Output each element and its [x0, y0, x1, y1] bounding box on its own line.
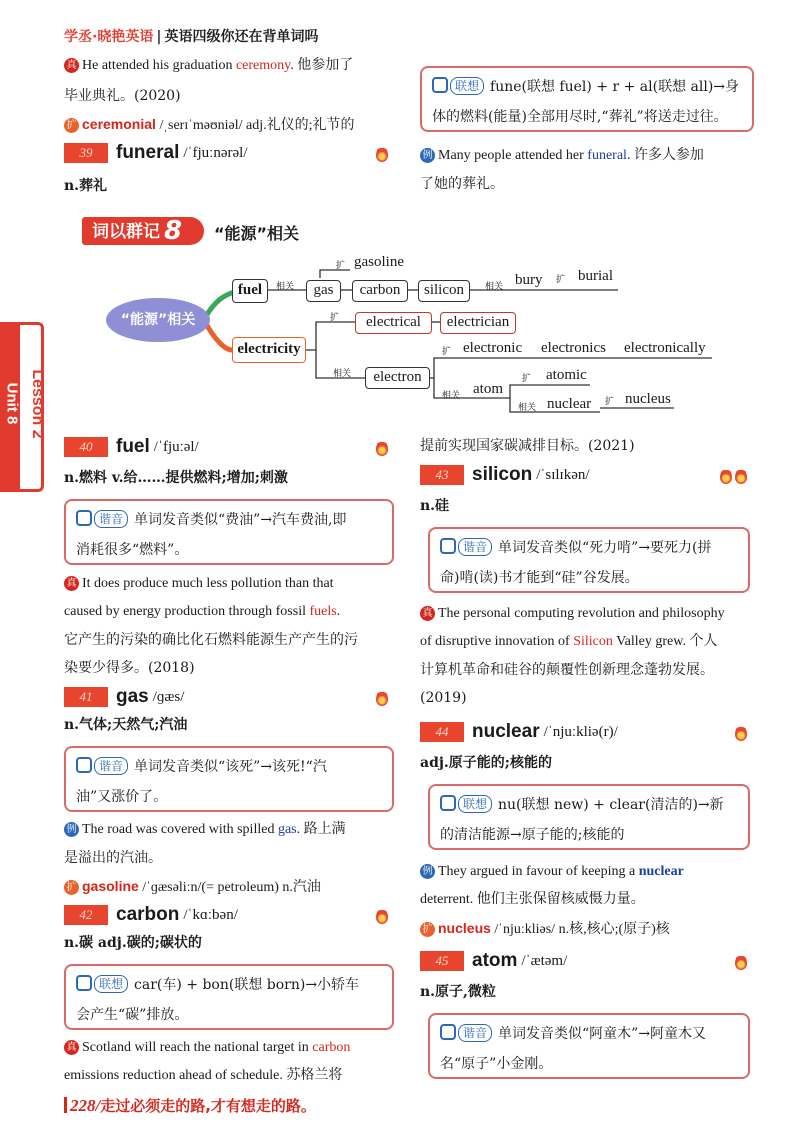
entry-silicon-title [420, 464, 590, 486]
node-burial: burial [578, 268, 613, 284]
funeral-example-cont: 了她的葬礼。 [420, 176, 504, 192]
entry-phonetic: /ˈsɪlɪkən/ [536, 466, 590, 483]
entry-carbon-pos: n.碳 adj.碳的;碳状的 [64, 935, 202, 951]
entry-word: atom [472, 950, 518, 971]
brand-name: 学丞·晓艳英语 [64, 29, 154, 45]
page-number: 228/ [70, 1096, 101, 1115]
node-electrician: electrician [440, 312, 516, 334]
frequency-flame-icon [720, 468, 732, 484]
example-marker: 例 [420, 864, 435, 879]
ext-label: 扩 [556, 275, 566, 285]
rel-label: 相关 [333, 369, 352, 379]
funeral-example: 例 Many people attended her funeral. 许多人参加 [420, 142, 704, 170]
frequency-flame-icon [735, 725, 747, 741]
entry-word: nuclear [472, 721, 540, 742]
header-title: 英语四级你还在背单词吗 [164, 29, 319, 45]
entry-phonetic: /ˈnjuːkliə(r)/ [543, 723, 618, 740]
frequency-flame-icon [376, 440, 388, 456]
entry-word: silicon [472, 464, 533, 485]
example-marker: 真 [420, 606, 435, 621]
gas-extension: 扩 gasoline /ˈɡæsəliːn/(= petroleum) n.汽油 [64, 872, 321, 902]
fuel-example-2: caused by energy production through fossil fuels. [64, 604, 341, 619]
node-atom: atom [473, 381, 503, 397]
rel-label: 相关 [442, 391, 461, 401]
node-fuel: fuel [232, 279, 268, 303]
fuel-example-3: 它产生的污染的确比化石燃料能源生产产生的污 [64, 632, 358, 648]
footer-motto: 走过必须走的路,才有想走的路。 [100, 1097, 316, 1115]
memo-tag: 联想 [458, 795, 492, 813]
unit-label: Unit 8 [3, 382, 21, 425]
entry-phonetic: /ˈkɑːbən/ [183, 906, 238, 923]
entry-word: fuel [116, 436, 150, 457]
node-nuclear: nuclear [547, 396, 592, 412]
highlight-word: funeral [587, 148, 627, 163]
ceremony-example: 真 He attended his graduation ceremony. 他参加了 [64, 52, 353, 80]
rel-label: 相关 [518, 403, 537, 413]
nuclear-extension: 扩 nucleus /ˈnjuːkliəs/ n.核,核心;(原子)核 [420, 914, 670, 944]
frequency-flame-icon [376, 908, 388, 924]
extension-word: ceremonial [82, 116, 156, 132]
entry-gas-title [64, 686, 184, 708]
gas-example: 例 The road was covered with spilled gas. 路上满 [64, 816, 346, 844]
header-separator: | [156, 29, 162, 45]
nuclear-example: 例 They argued in favour of keeping a nuclear [420, 858, 684, 886]
node-electrical: electrical [355, 312, 432, 334]
extension-marker: 扩 [64, 118, 79, 133]
ext-label: 扩 [522, 374, 532, 384]
node-electronically: electronically [624, 340, 706, 356]
page-footer [64, 1095, 316, 1116]
node-electron: electron [365, 367, 430, 389]
ceremony-extension: 扩 ceremonial /ˌserɪˈməʊniəl/ adj.礼仪的;礼节的 [64, 110, 355, 140]
memo-tag: 谐音 [94, 757, 128, 775]
entry-phonetic: /ˈfjuːəl/ [153, 438, 199, 455]
memo-icon [76, 510, 92, 526]
entry-number: 43 [420, 465, 464, 485]
entry-nuclear-title [420, 721, 618, 743]
entry-gas-pos: n.气体;天然气;汽油 [64, 717, 188, 733]
entry-funeral-pos: n.葬礼 [64, 178, 108, 194]
ext-label: 扩 [330, 313, 340, 323]
entry-number: 41 [64, 687, 108, 707]
ceremony-example-cont: 毕业典礼。(2020) [64, 88, 181, 104]
example-marker: 真 [64, 1040, 79, 1055]
gas-example-cont: 是溢出的汽油。 [64, 850, 162, 866]
node-atomic: atomic [546, 367, 587, 383]
extension-marker: 扩 [420, 922, 435, 937]
entry-silicon-pos: n.硅 [420, 498, 450, 514]
entry-fuel-pos: n.燃料 v.给……提供燃料;增加;刺激 [64, 470, 288, 486]
carbon-example-3: 提前实现国家碳减排目标。(2021) [420, 438, 635, 454]
node-electronics: electronics [541, 340, 606, 356]
entry-word: gas [116, 686, 149, 707]
entry-number: 45 [420, 951, 464, 971]
highlight-word: ceremony [235, 58, 291, 73]
memo-icon [440, 538, 456, 554]
memo-box-funeral: 联想 fune(联想 fuel) + r + al(联想 all)→身 体的燃料(能量)全部用尽时,“葬礼”将送走过往。 [420, 66, 754, 132]
memo-box-carbon: 联想 car(车) + bon(联想 born)→小轿车 会产生“碳”排放。 [64, 964, 394, 1030]
example-marker: 例 [64, 822, 79, 837]
node-electronic: electronic [463, 340, 523, 356]
entry-word: funeral [116, 142, 180, 163]
memo-icon [76, 975, 92, 991]
node-electricity: electricity [232, 337, 306, 363]
node-nucleus: nucleus [625, 391, 671, 407]
carbon-example-2: emissions reduction ahead of schedule. 苏格兰将 [64, 1068, 343, 1083]
frequency-flame-icon [735, 954, 747, 970]
memo-tag: 谐音 [458, 1024, 492, 1042]
entry-number: 39 [64, 143, 108, 163]
entry-atom-pos: n.原子,微粒 [420, 984, 496, 1000]
highlight-word: nuclear [638, 864, 684, 879]
node-silicon: silicon [418, 280, 470, 302]
memo-icon [440, 795, 456, 811]
ext-label: 扩 [605, 397, 615, 407]
memo-tag: 联想 [450, 77, 484, 95]
silicon-example: 真 The personal computing revolution and philosophy [420, 600, 725, 628]
entry-phonetic: /ɡæs/ [152, 688, 185, 705]
extension-word: nucleus [438, 920, 491, 936]
memo-box-nuclear: 联想 nu(联想 new) + clear(清洁的)→新 的清洁能源→原子能的;核能的 [428, 784, 750, 850]
extension-word: gasoline [82, 878, 139, 894]
silicon-example-3: 计算机革命和硅谷的颠覆性创新理念蓬勃发展。 [420, 662, 714, 678]
group-subtitle: “能源”相关 [214, 224, 300, 243]
entry-word: carbon [116, 904, 180, 925]
node-carbon: carbon [352, 280, 408, 302]
entry-number: 42 [64, 905, 108, 925]
entry-carbon-title [64, 904, 238, 926]
node-gas: gas [306, 280, 341, 302]
mindmap-center: “能源”相关 [106, 298, 210, 342]
entry-nuclear-pos: adj.原子能的;核能的 [420, 755, 552, 771]
entry-number: 40 [64, 437, 108, 457]
fuel-example: 真 It does produce much less pollution than that [64, 570, 334, 598]
rel-label: 相关 [485, 282, 504, 292]
entry-phonetic: /ˈfjuːnərəl/ [183, 144, 248, 161]
memo-tag: 谐音 [94, 510, 128, 528]
fuel-example-4: 染要少得多。(2018) [64, 660, 195, 676]
memo-tag: 谐音 [458, 538, 492, 556]
entry-phonetic: /ˈætəm/ [521, 952, 568, 969]
carbon-example: 真 Scotland will reach the national target in carbon [64, 1034, 350, 1062]
memo-box-fuel: 谐音 单词发音类似“费油”→汽车费油,即 消耗很多“燃料”。 [64, 499, 394, 565]
silicon-example-2: of disruptive innovation of Silicon Valley grew. 个人 [420, 634, 718, 649]
rel-label: 相关 [276, 282, 295, 292]
entry-fuel-title [64, 436, 199, 458]
nuclear-example-2: deterrent. 他们主张保留核威慑力量。 [420, 892, 645, 907]
lesson-label: Lesson 2 [29, 369, 46, 439]
highlight-word: fuels [309, 604, 337, 619]
highlight-word: gas [277, 822, 297, 837]
footer-bar [64, 1097, 67, 1113]
node-bury: bury [515, 272, 543, 288]
example-marker: 例 [420, 148, 435, 163]
highlight-word: carbon [312, 1040, 351, 1055]
example-marker: 真 [64, 58, 79, 73]
ext-label: 扩 [442, 347, 452, 357]
silicon-example-4: (2019) [420, 690, 467, 706]
highlight-word: Silicon [573, 634, 613, 649]
ext-label: 扩 [336, 261, 346, 271]
memo-box-gas: 谐音 单词发音类似“该死”→该死!“汽 油”又涨价了。 [64, 746, 394, 812]
memo-icon [440, 1024, 456, 1040]
memo-box-atom: 谐音 单词发音类似“阿童木”→阿童木又 名“原子”小金刚。 [428, 1013, 750, 1079]
memo-box-silicon: 谐音 单词发音类似“死力啃”→要死力(拼 命)啃(读)书才能到“硅”谷发展。 [428, 527, 750, 593]
example-marker: 真 [64, 576, 79, 591]
memo-icon [76, 757, 92, 773]
frequency-flame-icon [376, 690, 388, 706]
node-gasoline: gasoline [354, 254, 404, 270]
group-header: 词以群记 8 [82, 217, 204, 245]
memo-tag: 联想 [94, 975, 128, 993]
extension-marker: 扩 [64, 880, 79, 895]
frequency-flame-icon [735, 468, 747, 484]
entry-number: 44 [420, 722, 464, 742]
entry-atom-title [420, 950, 567, 972]
